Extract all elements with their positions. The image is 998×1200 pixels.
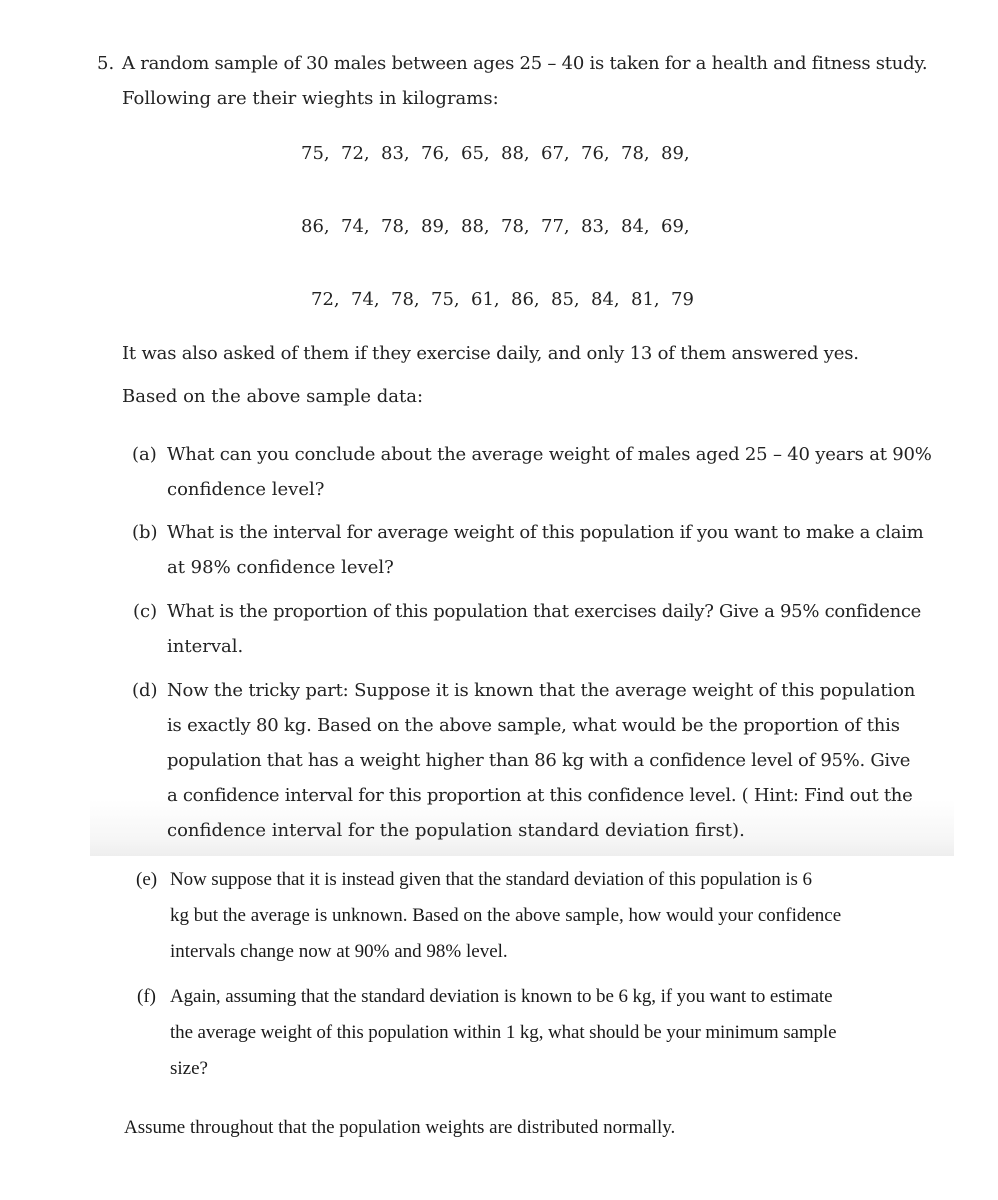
data-value: 77,: [541, 216, 570, 237]
part-d-line-5: confidence interval for the population standard deviation first).: [167, 820, 745, 841]
part-d-line-1: Now the tricky part: Suppose it is known that the average weight of this population: [167, 680, 916, 701]
data-value: 74,: [341, 216, 370, 237]
data-value: 89,: [661, 143, 690, 164]
data-value: 75,: [301, 143, 330, 164]
data-value: 78,: [391, 289, 420, 310]
data-value: 88,: [461, 216, 490, 237]
part-b-line-2: at 98% confidence level?: [167, 557, 394, 578]
based-on-text: Based on the above sample data:: [122, 386, 424, 407]
data-value: 69,: [661, 216, 690, 237]
data-value: 76,: [581, 143, 610, 164]
part-a-label: (a): [132, 444, 157, 465]
part-d-line-3: population that has a weight higher than 86 kg with a confidence level of 95%. Give: [167, 750, 911, 771]
part-b-label: (b): [132, 522, 158, 543]
data-row-2: [301, 216, 701, 238]
part-c-line-2: interval.: [167, 636, 244, 657]
data-value: 86,: [301, 216, 330, 237]
data-value: 81,: [631, 289, 660, 310]
data-value: 79: [671, 289, 694, 310]
problem-number: 5.: [97, 53, 115, 74]
data-value: 86,: [511, 289, 540, 310]
part-d-line-2: is exactly 80 kg. Based on the above sample, what would be the proportion of this: [167, 715, 900, 736]
data-value: 74,: [351, 289, 380, 310]
data-value: 76,: [421, 143, 450, 164]
data-value: 84,: [591, 289, 620, 310]
intro-line-1: A random sample of 30 males between ages 25 – 40 is taken for a health and fitness study.: [122, 53, 928, 74]
data-value: 78,: [381, 216, 410, 237]
data-value: 65,: [461, 143, 490, 164]
data-row-3: [311, 289, 711, 311]
part-e-line-2: kg but the average is unknown. Based on the above sample, how would your confidence: [170, 905, 842, 926]
data-value: 78,: [501, 216, 530, 237]
data-row-1: [301, 143, 701, 165]
data-value: 75,: [431, 289, 460, 310]
part-e-line-3: intervals change now at 90% and 98% level.: [170, 941, 508, 962]
part-d-line-4: a confidence interval for this proportion at this confidence level. ( Hint: Find out the: [167, 785, 913, 806]
part-f-line-1: Again, assuming that the standard deviation is known to be 6 kg, if you want to estimate: [170, 986, 833, 1007]
exercise-note: It was also asked of them if they exercise daily, and only 13 of them answered yes.: [122, 343, 859, 364]
data-value: 84,: [621, 216, 650, 237]
part-c-label: (c): [133, 601, 158, 622]
part-e-line-1: Now suppose that it is instead given that the standard deviation of this population is 6: [170, 869, 812, 890]
data-value: 72,: [311, 289, 340, 310]
data-value: 83,: [581, 216, 610, 237]
part-f-line-3: size?: [170, 1058, 208, 1079]
data-value: 78,: [621, 143, 650, 164]
part-d-label: (d): [132, 680, 158, 701]
part-f-line-2: the average weight of this population within 1 kg, what should be your minimum sample: [170, 1022, 837, 1043]
part-a-line-2: confidence level?: [167, 479, 325, 500]
data-value: 88,: [501, 143, 530, 164]
part-e-label: (e): [136, 869, 158, 890]
closing-assumption: Assume throughout that the population weights are distributed normally.: [124, 1117, 676, 1138]
data-value: 83,: [381, 143, 410, 164]
intro-line-2: Following are their wieghts in kilograms:: [122, 88, 499, 109]
part-c-line-1: What is the proportion of this population that exercises daily? Give a 95% confidence: [167, 601, 921, 622]
data-value: 72,: [341, 143, 370, 164]
data-value: 85,: [551, 289, 580, 310]
part-f-label: (f): [137, 986, 156, 1007]
part-a-line-1: What can you conclude about the average weight of males aged 25 – 40 years at 90%: [167, 444, 932, 465]
part-b-line-1: What is the interval for average weight of this population if you want to make a claim: [167, 522, 924, 543]
data-value: 67,: [541, 143, 570, 164]
data-value: 61,: [471, 289, 500, 310]
data-value: 89,: [421, 216, 450, 237]
